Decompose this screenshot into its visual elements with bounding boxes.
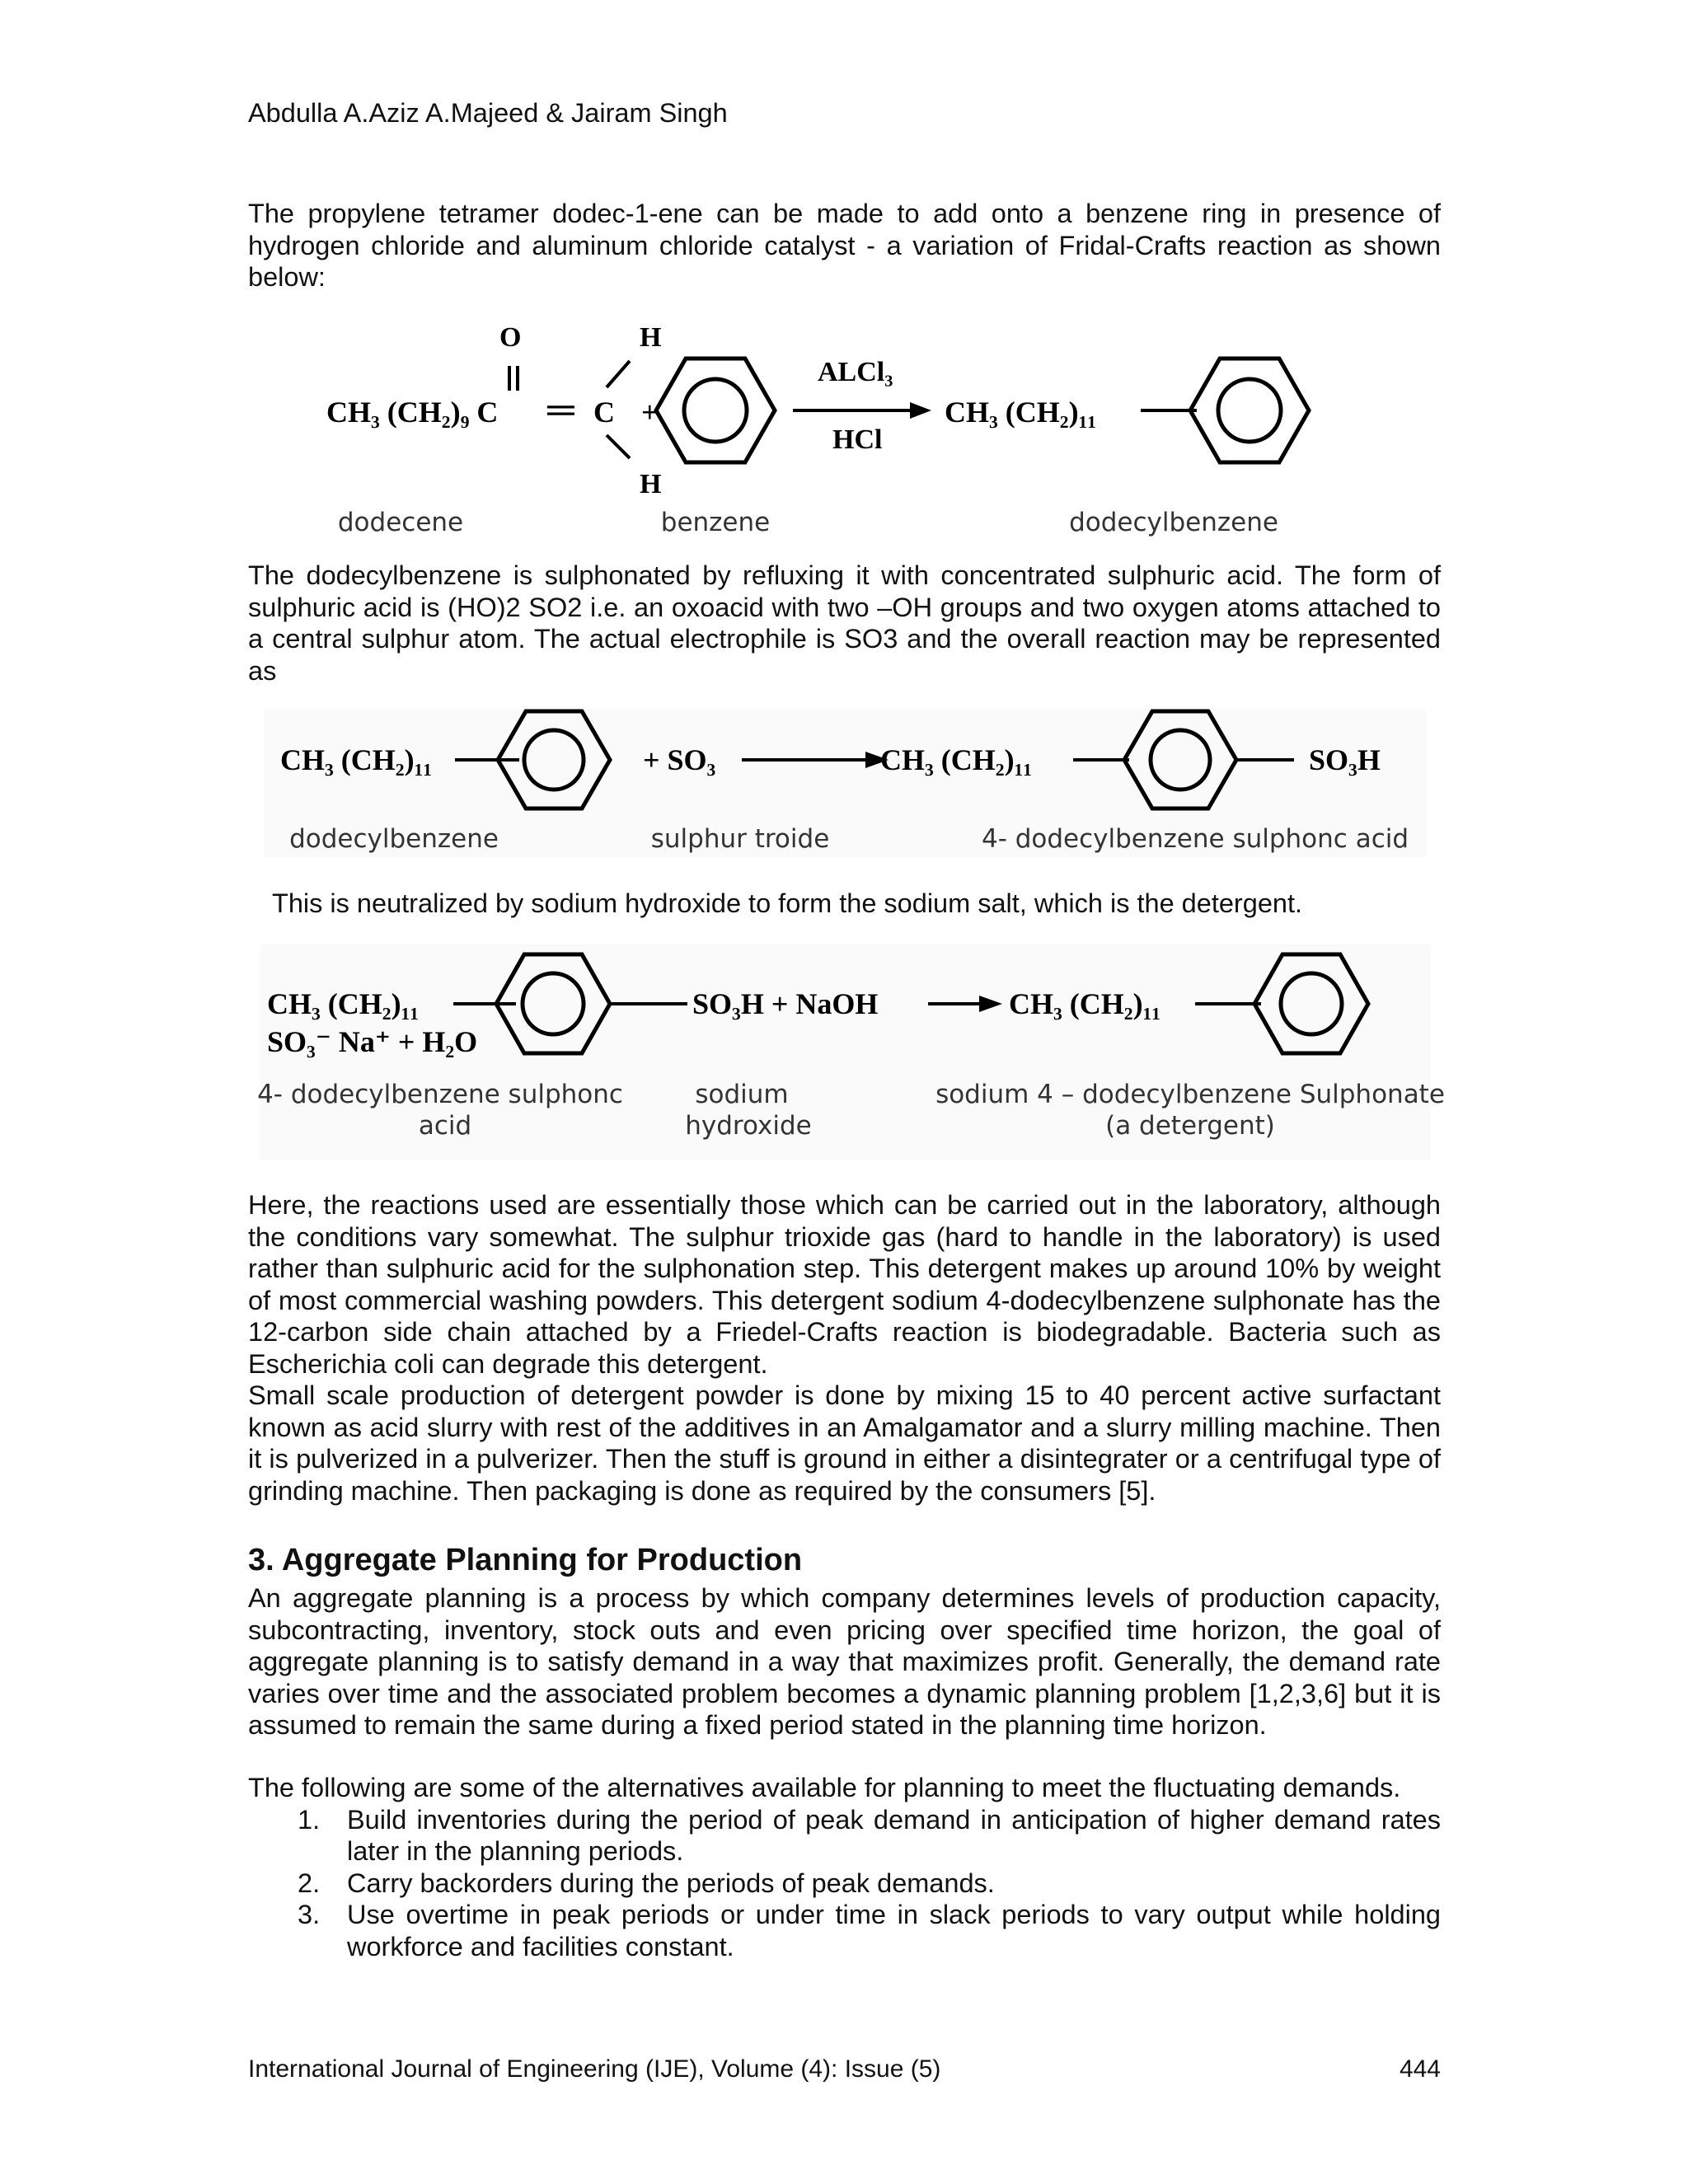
label-detergent-line-2: (a detergent) [1105, 1111, 1275, 1141]
list-number: 3. [298, 1900, 321, 1929]
section-heading: 3. Aggregate Planning for Production [248, 1543, 803, 1577]
sulphonation-paragraph: The dodecylbenzene is sulphonated by refluxing it with concentrated sulphuric acid. The form of sulphuric acid is (HO)2 SO2 i.e. an oxoacid with two –OH groups and two oxygen atoms attached to a central sulphur atom. The actual electrophile is SO3 and the overall reaction may be represented as [248, 560, 1441, 686]
body-text [248, 1189, 1441, 1507]
benzene-ring [656, 359, 775, 462]
benzene-ring [1254, 954, 1368, 1053]
reaction-scheme-alkylation [313, 312, 1368, 542]
reaction-scheme-neutralization [257, 944, 1445, 1160]
label-dodecene: dodecene [337, 508, 464, 537]
reagent-naoh: SO₃H + NaOH [692, 987, 879, 1020]
benzene-ring [1190, 359, 1309, 462]
list-item [248, 1804, 1441, 1868]
reactant-line-1: CH₃ (CH₂)₁₁ [267, 987, 420, 1020]
list-text: Use overtime in peak periods or under time in slack periods to vary output while holding workforce and facilities constant. [347, 1900, 1441, 1961]
arrow-head [910, 402, 931, 419]
label-dodecylbenzene: dodecylbenzene [289, 824, 499, 854]
label-sulphonic-acid-line-2: acid [418, 1111, 472, 1141]
label-dodecylbenzene: dodecylbenzene [1069, 508, 1278, 537]
running-header: Abdulla A.Aziz A.Majeed & Jairam Singh [248, 98, 728, 128]
reactant-line-2: SO₃⁻ Na⁺ + H₂O [267, 1025, 478, 1058]
section-paragraph: An aggregate planning is a process by which company determines levels of production capacity, subcontracting, inventory, stock outs and even pricing over specified time horizon, the goal of aggregate planning is to satisfy demand in a way that maximizes profit. Generally, the demand rate varies over time and the associated problem becomes a dynamic planning problem [1,2,3,6] but it is assumed to remain the same during a fixed period stated in the planning time horizon. [248, 1583, 1441, 1740]
reactant-formula: CH₃ (CH₂)₁₁ [280, 743, 433, 776]
list-text: Carry backorders during the periods of peak demands. [347, 1868, 995, 1898]
label-sulphonic-acid-line-1: 4- dodecylbenzene sulphonc [257, 1080, 623, 1109]
list-item [248, 1868, 1441, 1900]
product-formula: CH₃ (CH₂)₁₁ [1009, 987, 1161, 1020]
alternatives-list [248, 1804, 1441, 1963]
catalyst-hcl: HCl [832, 424, 883, 455]
dodecylbenzene-formula: CH₃ (CH₂)₁₁ [945, 396, 1097, 429]
product-formula: CH₃ (CH₂)₁₁ [880, 743, 1033, 776]
sulphonic-group: SO₃H [1309, 743, 1381, 776]
list-item [248, 1899, 1441, 1962]
benzene-ring [1124, 711, 1236, 808]
list-number: 1. [298, 1804, 321, 1835]
arrow-head [979, 996, 1002, 1012]
plus-so3: + SO₃ [643, 743, 716, 776]
label-detergent-line-1: sodium 4 – dodecylbenzene Sulphonate [935, 1080, 1445, 1109]
double-bond: ═ [547, 388, 574, 430]
neutralization-sentence: This is neutralized by sodium hydroxide to form the sodium salt, which is the detergent. [272, 888, 1303, 918]
label-benzene: benzene [660, 508, 771, 537]
body-paragraph-2: Small scale production of detergent powder is done by mixing 15 to 40 percent active surfactant known as acid slurry with rest of the additives in an Amalgamator and a slurry milling machine. Then it is pulverized in a pulverizer. Then the stuff is ground in either a disintegrater or a centrifugal type of grinding machine. Then packaging is done as required by the consumers [5]. [248, 1380, 1441, 1506]
label-sulphonic-acid: 4- dodecylbenzene sulphonc acid [981, 824, 1409, 854]
plus-sign: + [641, 396, 659, 429]
label-sodium: sodium [695, 1080, 789, 1109]
oxygen-atom: O [499, 322, 522, 353]
carbon-atom: C [593, 396, 615, 429]
body-paragraph-1: Here, the reactions used are essentially those which can be carried out in the laboratory, although the conditions vary somewhat. The sulphur trioxide gas (hard to handle in the laboratory) is used rather than sulphuric acid for the sulphonation step. This detergent makes up around 10% by weight of most commercial washing powders. This detergent sodium 4-dodecylbenzene sulphonate has the 12-carbon side chain attached by a Friedel-Crafts reaction is biodegradable. Bacteria such as Escherichia coli can degrade this detergent. [248, 1190, 1441, 1379]
hydrogen-top: H [640, 322, 662, 353]
catalyst-alcl3: ALCl₃ [818, 357, 893, 387]
label-sulphur-trioxide: sulphur troide [650, 824, 830, 854]
list-text: Build inventories during the period of peak demand in anticipation of higher demand rates later in the planning periods. [347, 1804, 1441, 1866]
reaction-scheme-sulphonation [264, 709, 1426, 857]
footer-journal: International Journal of Engineering (IJE), Volume (4): Issue (5) [248, 2055, 941, 2083]
bond-h-top [607, 361, 630, 387]
hydrogen-bottom: H [640, 469, 662, 499]
page-number: 444 [1399, 2055, 1441, 2083]
alternatives-block [248, 1772, 1441, 1962]
bond-h-bottom [607, 435, 630, 458]
list-number: 2. [298, 1868, 321, 1898]
label-hydroxide: hydroxide [685, 1111, 812, 1141]
dodecene-formula: CH₃ (CH₂)₉ C [326, 396, 499, 429]
list-intro: The following are some of the alternatives available for planning to meet the fluctuating demands. [248, 1773, 1401, 1802]
intro-paragraph: The propylene tetramer dodec-1-ene can be made to add onto a benzene ring in presence of hydrogen chloride and aluminum chloride catalyst - a variation of Fridal-Crafts reaction as shown below: [248, 199, 1441, 292]
